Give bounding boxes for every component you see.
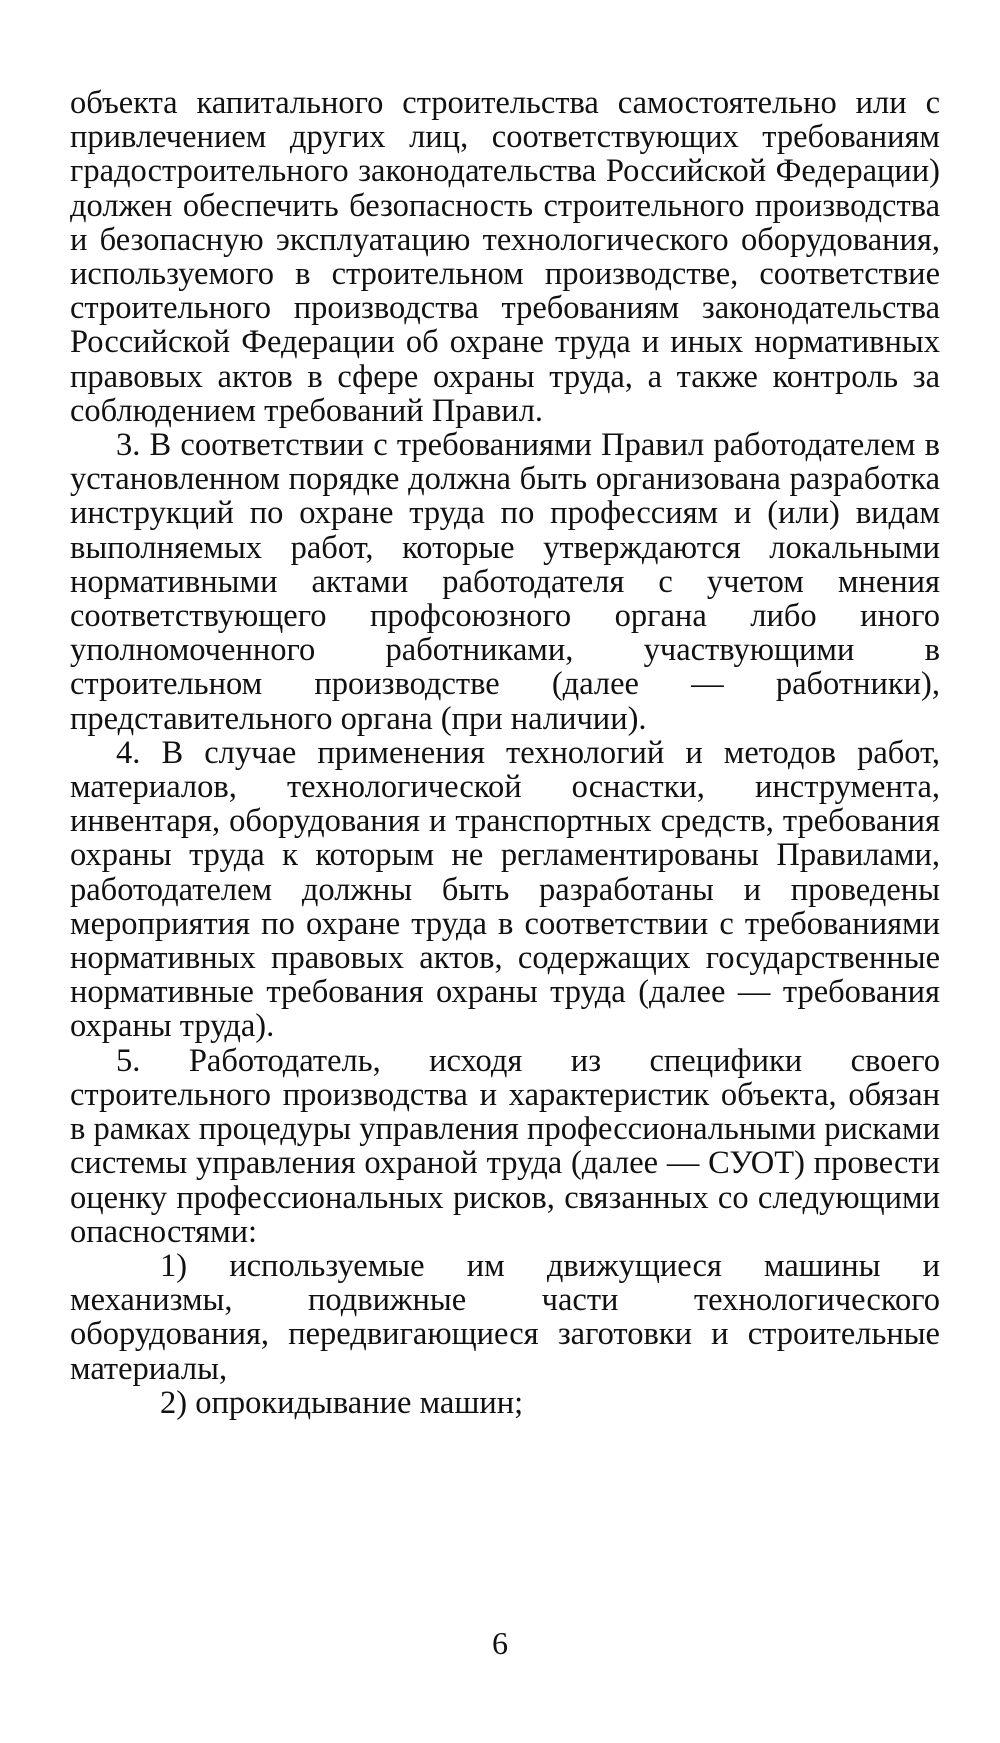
list-item-1: 1) используемые им движущиеся машины и механизмы, подвижные части технологического оборудования, передвигающиеся заготовки и строительные материалы, xyxy=(70,1247,940,1387)
paragraph-4: 4. В случае применения технологий и методов работ, материалов, технологической оснастки, инструмента, инвентаря, оборудования и транспортных средств, требования охраны труда к которым не регламентированы Правилами, работодателем должны быть разработаны и проведены мероприятия по охране труда в соответствии с требованиями нормативных правовых актов, содержащих государственные нормативные требования охраны труда (далее — требования охраны труда). xyxy=(70,734,940,1045)
paragraph-3: 3. В соответствии с требованиями Правил работодателем в установленном порядке должна быть организована разработка инструкций по охране труда по профессиям и (или) видам выполняемых работ, которые утверждаются локальными нормативными актами работодателя с учетом мнения соответствующего профсоюзного органа либо иного уполномоченного работниками, участвующими в строительном производстве (далее — работники), представительного органа (при наличии). xyxy=(70,427,940,737)
list-item-2: 2) опрокидывание машин; xyxy=(160,1384,524,1421)
page-number: 6 xyxy=(492,1625,508,1661)
paragraph-continuation: объекта капитального строительства самостоятельно или с привлечением других лиц, соответствующих требованиям градостроительного законодательства Российской Федерации) должен обеспечить безопасность строительного производства и безопасную эксплуатацию технологического оборудования, используемого в строительном производстве, соответствие строительного производства требованиям законодательства Российской Федерации об охране труда и иных нормативных правовых актов в сфере охраны труда, а также контроль за соблюдением требований Правил. xyxy=(70,85,940,429)
document-page xyxy=(70,86,940,1420)
paragraph-5: 5. Работодатель, исходя из специфики своего строительного производства и характеристик объекта, обязан в рамках процедуры управления профессиональными рисками системы управления охраной труда (далее — СУОТ) провести оценку профессиональных рисков, связанных со следующими опасностями: xyxy=(70,1042,940,1250)
